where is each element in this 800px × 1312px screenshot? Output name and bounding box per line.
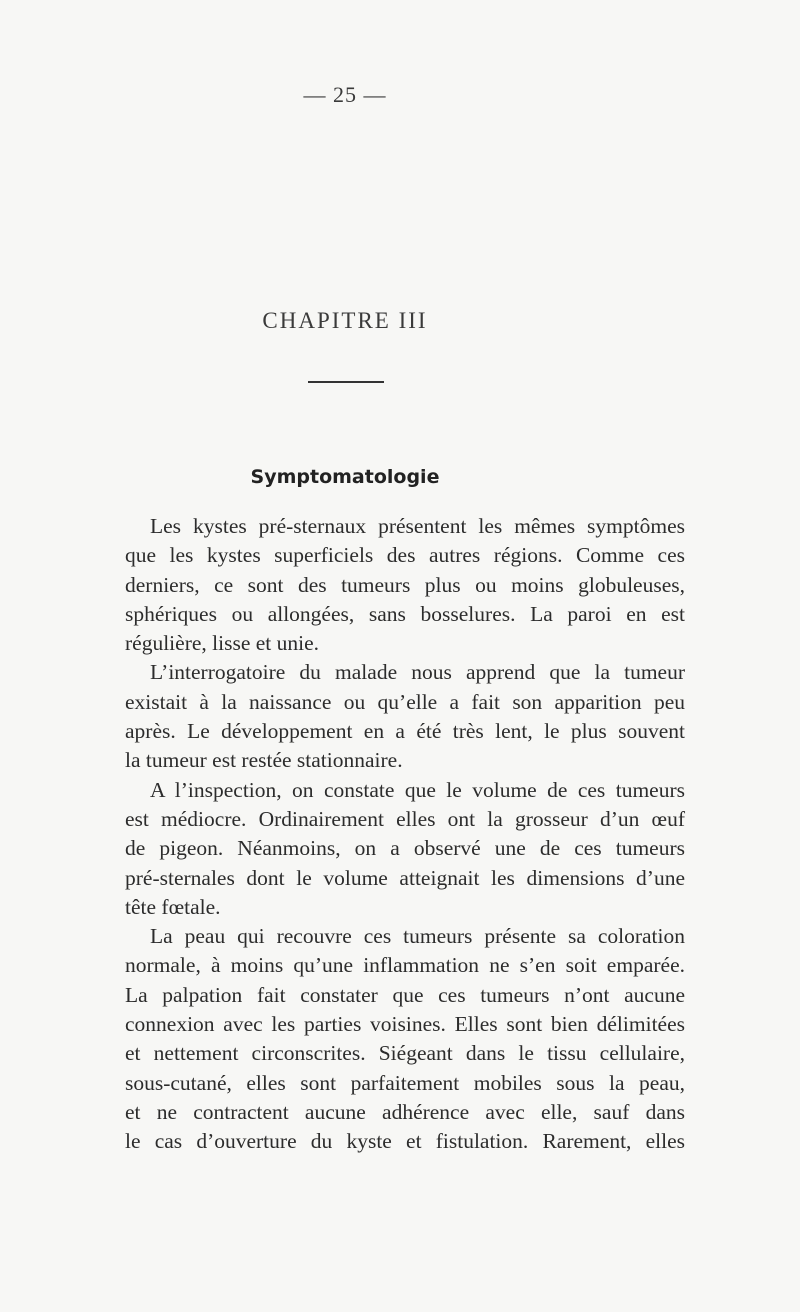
- text-line: tête fœtale.: [125, 894, 221, 919]
- text-line: de pigeon. Néanmoins, on a observé une de ces tumeurs: [125, 836, 685, 861]
- text-line: le cas d’ouverture du kyste et fistulation. Rarement, elles: [125, 1129, 685, 1154]
- text-line: est médiocre. Ordinairement elles ont la grosseur d’un œuf: [125, 806, 685, 831]
- section-title: Symptomatologie: [250, 466, 440, 488]
- text-line: existait à la naissance ou qu’elle a fait son apparition peu: [125, 689, 685, 714]
- text-line: pré-sternales dont le volume atteignait les dimensions d’une: [125, 865, 685, 890]
- body-text: [125, 512, 685, 1157]
- chapter-heading: CHAPITRE III: [262, 308, 428, 333]
- page-number: — 25 —: [303, 82, 387, 107]
- text-line: après. Le développement en a été très lent, le plus souvent: [125, 719, 685, 744]
- text-line: La peau qui recouvre ces tumeurs présente sa coloration: [150, 924, 685, 949]
- text-line: et ne contractent aucune adhérence avec elle, sauf dans: [125, 1099, 685, 1124]
- text-line: la tumeur est restée stationnaire.: [125, 748, 403, 773]
- text-line: La palpation fait constater que ces tumeurs n’ont aucune: [125, 982, 685, 1007]
- text-line: sous-cutané, elles sont parfaitement mobiles sous la peau,: [125, 1070, 685, 1095]
- text-line: et nettement circonscrites. Siégeant dans le tissu cellulaire,: [125, 1041, 685, 1066]
- text-line: régulière, lisse et unie.: [125, 631, 320, 656]
- heading-rule: [308, 381, 384, 383]
- text-line: L’interrogatoire du malade nous apprend que la tumeur: [150, 660, 685, 685]
- text-line: A l’inspection, on constate que le volume de ces tumeurs: [150, 777, 685, 802]
- text-line: Les kystes pré-sternaux présentent les mêmes symptômes: [150, 514, 685, 538]
- text-line: derniers, ce sont des tumeurs plus ou moins globuleuses,: [125, 572, 685, 597]
- text-line: que les kystes superficiels des autres régions. Comme ces: [125, 543, 685, 568]
- text-line: connexion avec les parties voisines. Elles sont bien délimitées: [125, 1012, 685, 1037]
- text-line: normale, à moins qu’une inflammation ne s’en soit emparée.: [125, 953, 685, 978]
- text-line: sphériques ou allongées, sans bosselures. La paroi en est: [125, 601, 685, 626]
